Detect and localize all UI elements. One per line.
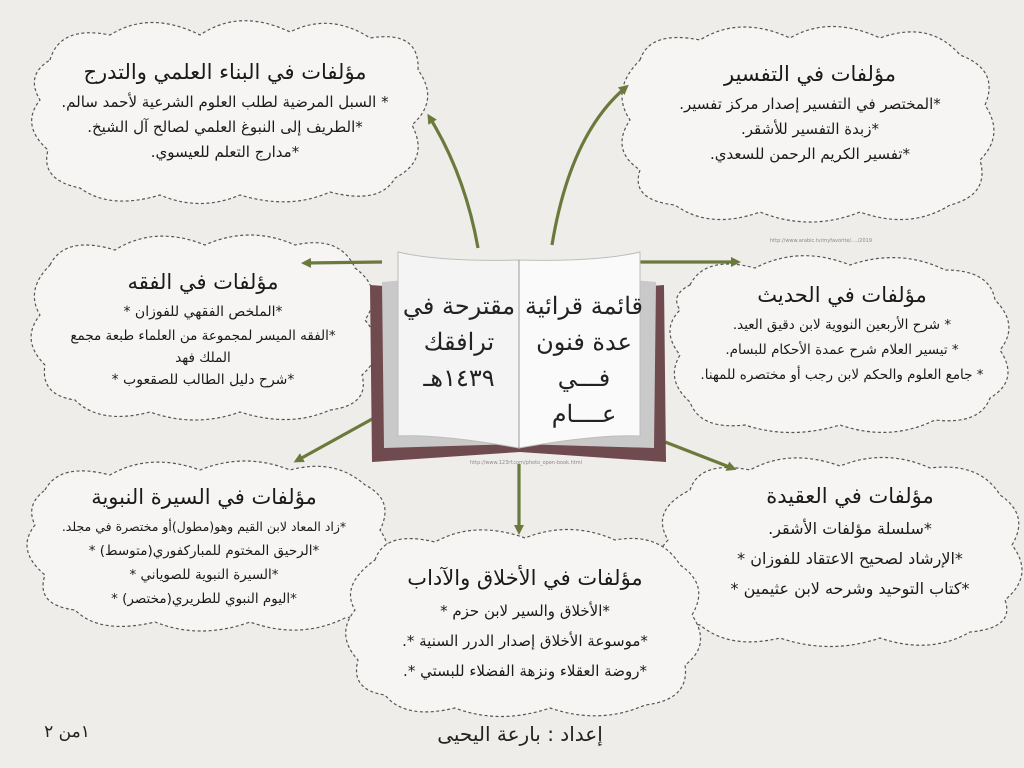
book-item: * تيسير العلام شرح عمدة الأحكام للبسام. (725, 342, 959, 358)
panel-title: مؤلفات في التفسير (723, 62, 897, 86)
watermark-url: http://www.arabic.tv/myfavorite/..../2019 (770, 238, 873, 244)
panel-akhlaq (365, 566, 685, 686)
book-line: عدة فنون (536, 328, 632, 356)
panel-binaa (45, 60, 405, 165)
book-watermark-url: http://www.123rf.com/photo_open-book.html (470, 460, 583, 466)
author-credit: إعداد : بارعة اليحيى (437, 722, 603, 746)
book-item: *زاد المعاد لابن القيم وهو(مطول)أو مختصرة في مجلد. (61, 519, 347, 534)
book-item: * السبل المرضية لطلب العلوم الشرعية لأحمد سالم. (61, 93, 389, 111)
book-item: * جامع العلوم والحكم لابن رجب أو مختصره للمهنا. (700, 367, 984, 383)
book-item: *الملخص الفقهي للفوزان * (123, 304, 283, 320)
panel-title: مؤلفات في البناء العلمي والتدرج (83, 60, 367, 84)
book-item: *المختصر في التفسير إصدار مركز تفسير. (679, 95, 941, 113)
book-left-page (402, 288, 516, 396)
book-item: *زبدة التفسير للأشقر. (741, 120, 879, 138)
book-item: *الإرشاد لصحيح الاعتقاد للفوزان * (737, 549, 963, 568)
panel-title: مؤلفات في الأخلاق والآداب (407, 566, 643, 590)
book-line: قائمة قرائية (524, 292, 643, 320)
panel-aqeedah (690, 484, 1010, 604)
book-item: * شرح الأربعين النووية لابن دقيق العيد. (732, 317, 952, 333)
panel-hadith (682, 283, 1002, 388)
page-number: ١من ٢ (44, 722, 90, 742)
book-item: *موسوعة الأخلاق إصدار الدرر السنية *. (402, 632, 648, 650)
panel-seerah (28, 485, 380, 611)
arrow-to-fiqh (306, 262, 382, 263)
panel-title: مؤلفات في الحديث (757, 283, 927, 307)
book-line: مقترحة في (402, 292, 516, 320)
arrow-to-tafsir (552, 88, 625, 245)
book-item: الملك فهد (175, 350, 231, 366)
book-line: ترافقك (423, 328, 495, 356)
book-line: فـــي عــــام (551, 364, 617, 428)
book-right-page (524, 288, 644, 432)
panel-fiqh (48, 270, 358, 392)
book-item: *مدارج التعلم للعيسوي. (150, 143, 300, 161)
panel-tafsir (640, 62, 980, 167)
book-item: *تفسير الكريم الرحمن للسعدي. (709, 145, 911, 163)
book-item: *كتاب التوحيد وشرحه لابن عثيمين * (730, 579, 970, 598)
book-item: *الأخلاق والسير لابن حزم * (440, 602, 610, 620)
panel-title: مؤلفات في الفقه (127, 270, 279, 294)
arrow-to-aqeedah (660, 440, 732, 468)
book-item: *روضة العقلاء ونزهة الفضلاء للبستي *. (403, 662, 647, 680)
book-item: *شرح دليل الطالب للصقعوب * (111, 372, 295, 388)
book-item: *الرحيق المختوم للمباركفوري(متوسط) * (88, 543, 320, 559)
book-item: *الفقه الميسر لمجموعة من العلماء طبعة مجمع (70, 328, 336, 344)
book-item: *الطريف إلى النبوغ العلمي لصالح آل الشيخ. (87, 118, 363, 136)
book-item: *اليوم النبوي للطريري(مختصر) * (111, 591, 297, 607)
book-item: *السيرة النبوية للصوياني * (129, 567, 279, 583)
book-line: ١٤٣٩هـ (423, 364, 495, 392)
arrow-to-binaa (430, 118, 478, 248)
book-item: *سلسلة مؤلفات الأشقر. (768, 519, 932, 538)
panel-title: مؤلفات في السيرة النبوية (91, 485, 317, 509)
panel-title: مؤلفات في العقيدة (766, 484, 934, 508)
